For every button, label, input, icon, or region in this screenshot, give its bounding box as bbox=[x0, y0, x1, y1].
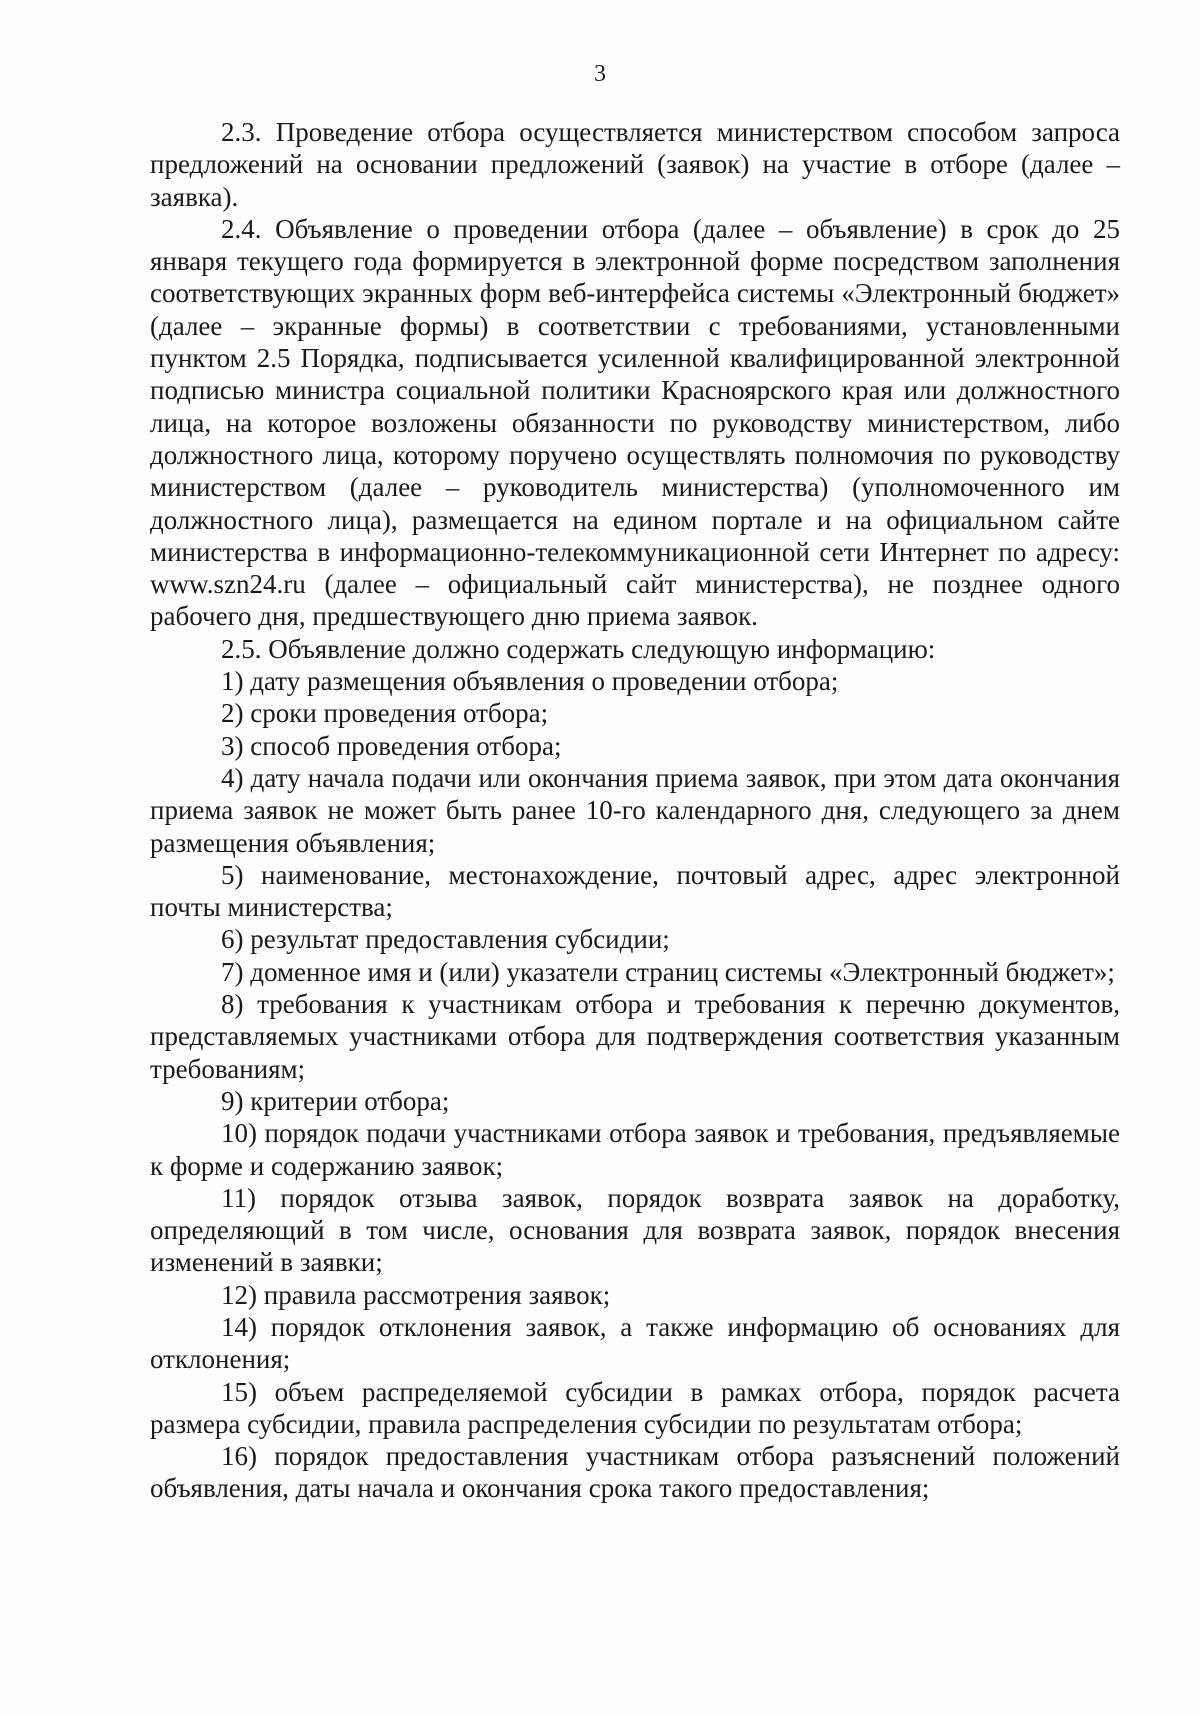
list-item-9: 9) критерии отбора; bbox=[221, 1085, 450, 1116]
list-item-11: 11) порядок отзыва заявок, порядок возврата заявок на доработку, определяющий в том числе, основания для возврата заявок, порядок внесения изменений в заявки; bbox=[150, 1182, 1120, 1278]
list-item-3: 3) способ проведения отбора; bbox=[221, 730, 562, 761]
document-body bbox=[150, 116, 1120, 1505]
page-number: 3 bbox=[594, 61, 606, 87]
list-item-1: 1) дату размещения объявления о проведении отбора; bbox=[221, 666, 839, 697]
list-item-16: 16) порядок предоставления участникам отбора разъяснений положений объявления, даты начала и окончания срока такого предоставления; bbox=[150, 1441, 1120, 1504]
list-item-2: 2) сроки проведения отбора; bbox=[221, 698, 549, 729]
paragraph-2-3: 2.3. Проведение отбора осуществляется министерством способом запроса предложений на основании предложений (заявок) на участие в отборе (далее – заявка). bbox=[150, 117, 1120, 212]
paragraph-2-4: 2.4. Объявление о проведении отбора (далее – объявление) в срок до 25 января текущего года формируется в электронной форме посредством заполнения соответствующих экранных форм веб-интерфейса системы «Электронный бюджет» (далее – экранные формы) в соответствии с требованиями, установленными пунктом 2.5 Порядка, подписывается усиленной квалифицированной электронной подписью министра социальной политики Красноярского края или должностного лица, на которое возложены обязанности по руководству министерством, либо должностного лица, которому поручено осуществлять полномочия по руководству министерством (далее – руководитель министерства) (уполномоченного им должностного лица), размещается на едином портале и на официальном сайте министерства в информационно-телекоммуникационной сети Интернет по адресу: www.szn24.ru (далее – официальный сайт министерства), не позднее одного рабочего дня, предшествующего дню приема заявок. bbox=[150, 213, 1120, 632]
list-item-4: 4) дату начала подачи или окончания приема заявок, при этом дата окончания приема заявок не может быть ранее 10-го календарного дня, следующего за днем размещения объявления; bbox=[150, 762, 1120, 858]
list-item-14: 14) порядок отклонения заявок, а также информацию об основаниях для отклонения; bbox=[150, 1311, 1120, 1375]
list-item-10: 10) порядок подачи участниками отбора заявок и требования, предъявляемые к форме и содержанию заявок; bbox=[150, 1118, 1120, 1181]
list-item-15: 15) объем распределяемой субсидии в рамках отбора, порядок расчета размера субсидии, правила распределения субсидии по результатам отбора; bbox=[150, 1376, 1120, 1439]
paragraph-2-5: 2.5. Объявление должно содержать следующую информацию: bbox=[221, 633, 936, 664]
list-item-8: 8) требования к участникам отбора и требования к перечню документов, представляемых участниками отбора для подтверждения соответствия указанным требованиям; bbox=[150, 989, 1120, 1084]
list-item-7: 7) доменное имя и (или) указатели страниц системы «Электронный бюджет»; bbox=[221, 956, 1115, 987]
list-item-6: 6) результат предоставления субсидии; bbox=[221, 924, 670, 955]
list-item-5: 5) наименование, местонахождение, почтовый адрес, адрес электронной почты министерства; bbox=[150, 859, 1120, 923]
list-item-12: 12) правила рассмотрения заявок; bbox=[221, 1279, 611, 1310]
